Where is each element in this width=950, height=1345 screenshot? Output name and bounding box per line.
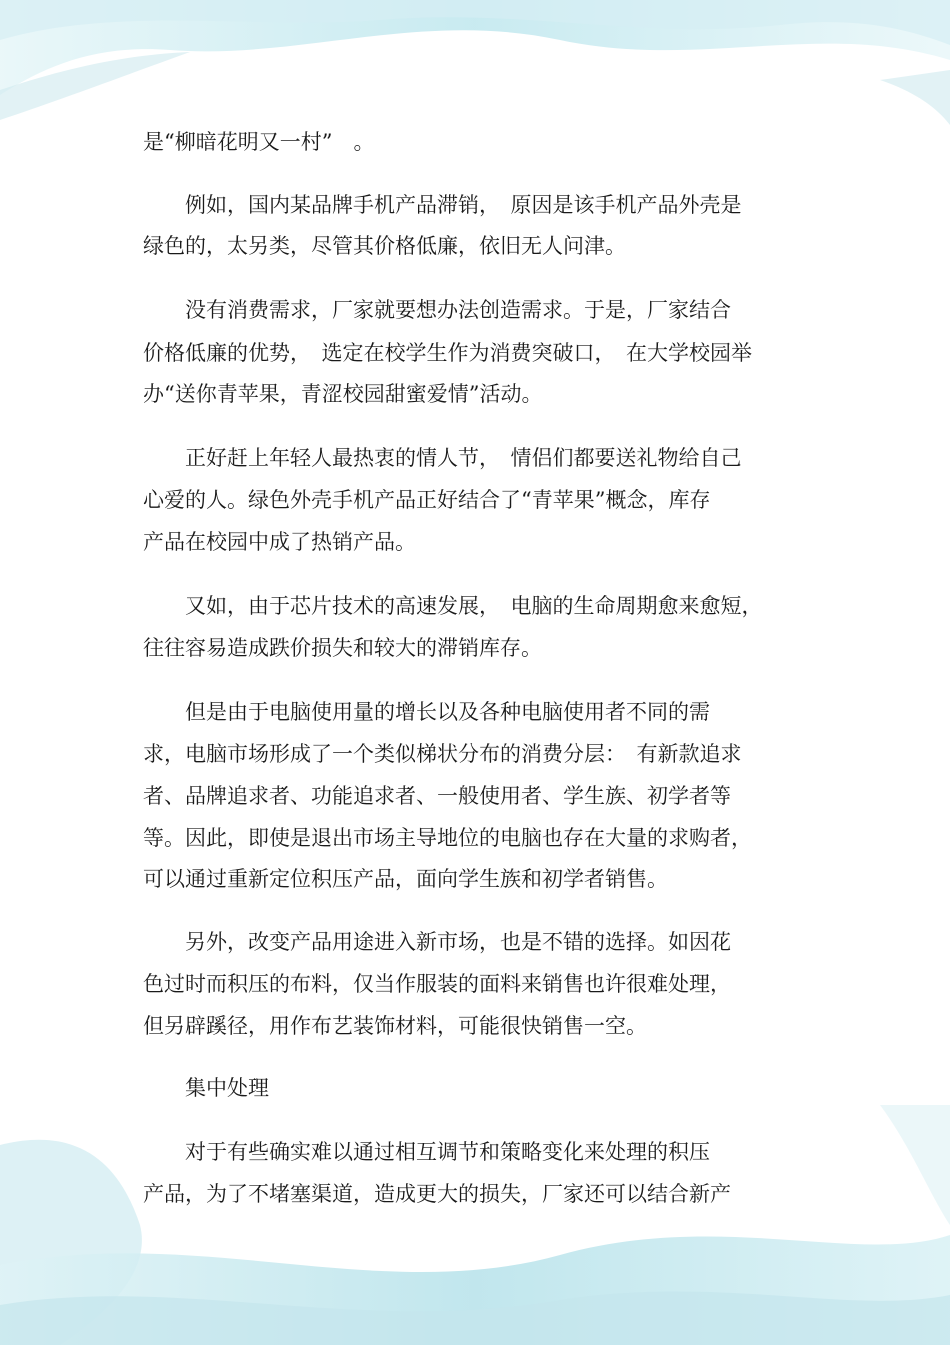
- text-line: 往往容易造成跌价损失和较大的滞销库存。: [143, 636, 542, 660]
- text-line: 又如，由于芯片技术的高速发展， 电脑的生命周期愈来愈短，: [143, 594, 763, 618]
- text-line: 是“柳暗花明又一村” 。: [143, 130, 375, 154]
- text-line: 等。因此，即使是退出市场主导地位的电脑也存在大量的求购者，: [143, 826, 752, 850]
- text-line: 另外，改变产品用途进入新市场，也是不错的选择。如因花: [143, 930, 731, 954]
- text-line: 办“送你青苹果，青涩校园甜蜜爱情”活动。: [143, 382, 543, 406]
- text-line: 产品，为了不堵塞渠道，造成更大的损失，厂家还可以结合新产: [143, 1182, 731, 1206]
- text-line: 正好赶上年轻人最热衷的情人节， 情侣们都要送礼物给自己: [143, 446, 742, 470]
- text-line: 例如，国内某品牌手机产品滞销， 原因是该手机产品外壳是: [143, 193, 742, 217]
- text-line: 者、品牌追求者、功能追求者、一般使用者、学生族、初学者等: [143, 784, 731, 808]
- text-line: 价格低廉的优势， 选定在校学生作为消费突破口， 在大学校园举: [143, 341, 752, 365]
- text-line: 可以通过重新定位积压产品，面向学生族和初学者销售。: [143, 867, 668, 891]
- top-wave-decoration: [0, 0, 950, 130]
- text-line: 但是由于电脑使用量的增长以及各种电脑使用者不同的需: [143, 700, 710, 724]
- text-line: 色过时而积压的布料，仅当作服装的面料来销售也许很难处理，: [143, 972, 731, 996]
- text-line: 产品在校园中成了热销产品。: [143, 530, 416, 554]
- text-line: 绿色的，太另类，尽管其价格低廉，依旧无人问津。: [143, 234, 626, 258]
- section-heading: 集中处理: [143, 1076, 269, 1100]
- text-line: 对于有些确实难以通过相互调节和策略变化来处理的积压: [143, 1140, 710, 1164]
- text-line: 没有消费需求，厂家就要想办法创造需求。于是，厂家结合: [143, 298, 731, 322]
- text-line: 求，电脑市场形成了一个类似梯状分布的消费分层： 有新款追求: [143, 742, 742, 766]
- text-line: 但另辟蹊径，用作布艺装饰材料，可能很快销售一空。: [143, 1014, 647, 1038]
- text-line: 心爱的人。绿色外壳手机产品正好结合了“青苹果”概念，库存: [143, 488, 711, 512]
